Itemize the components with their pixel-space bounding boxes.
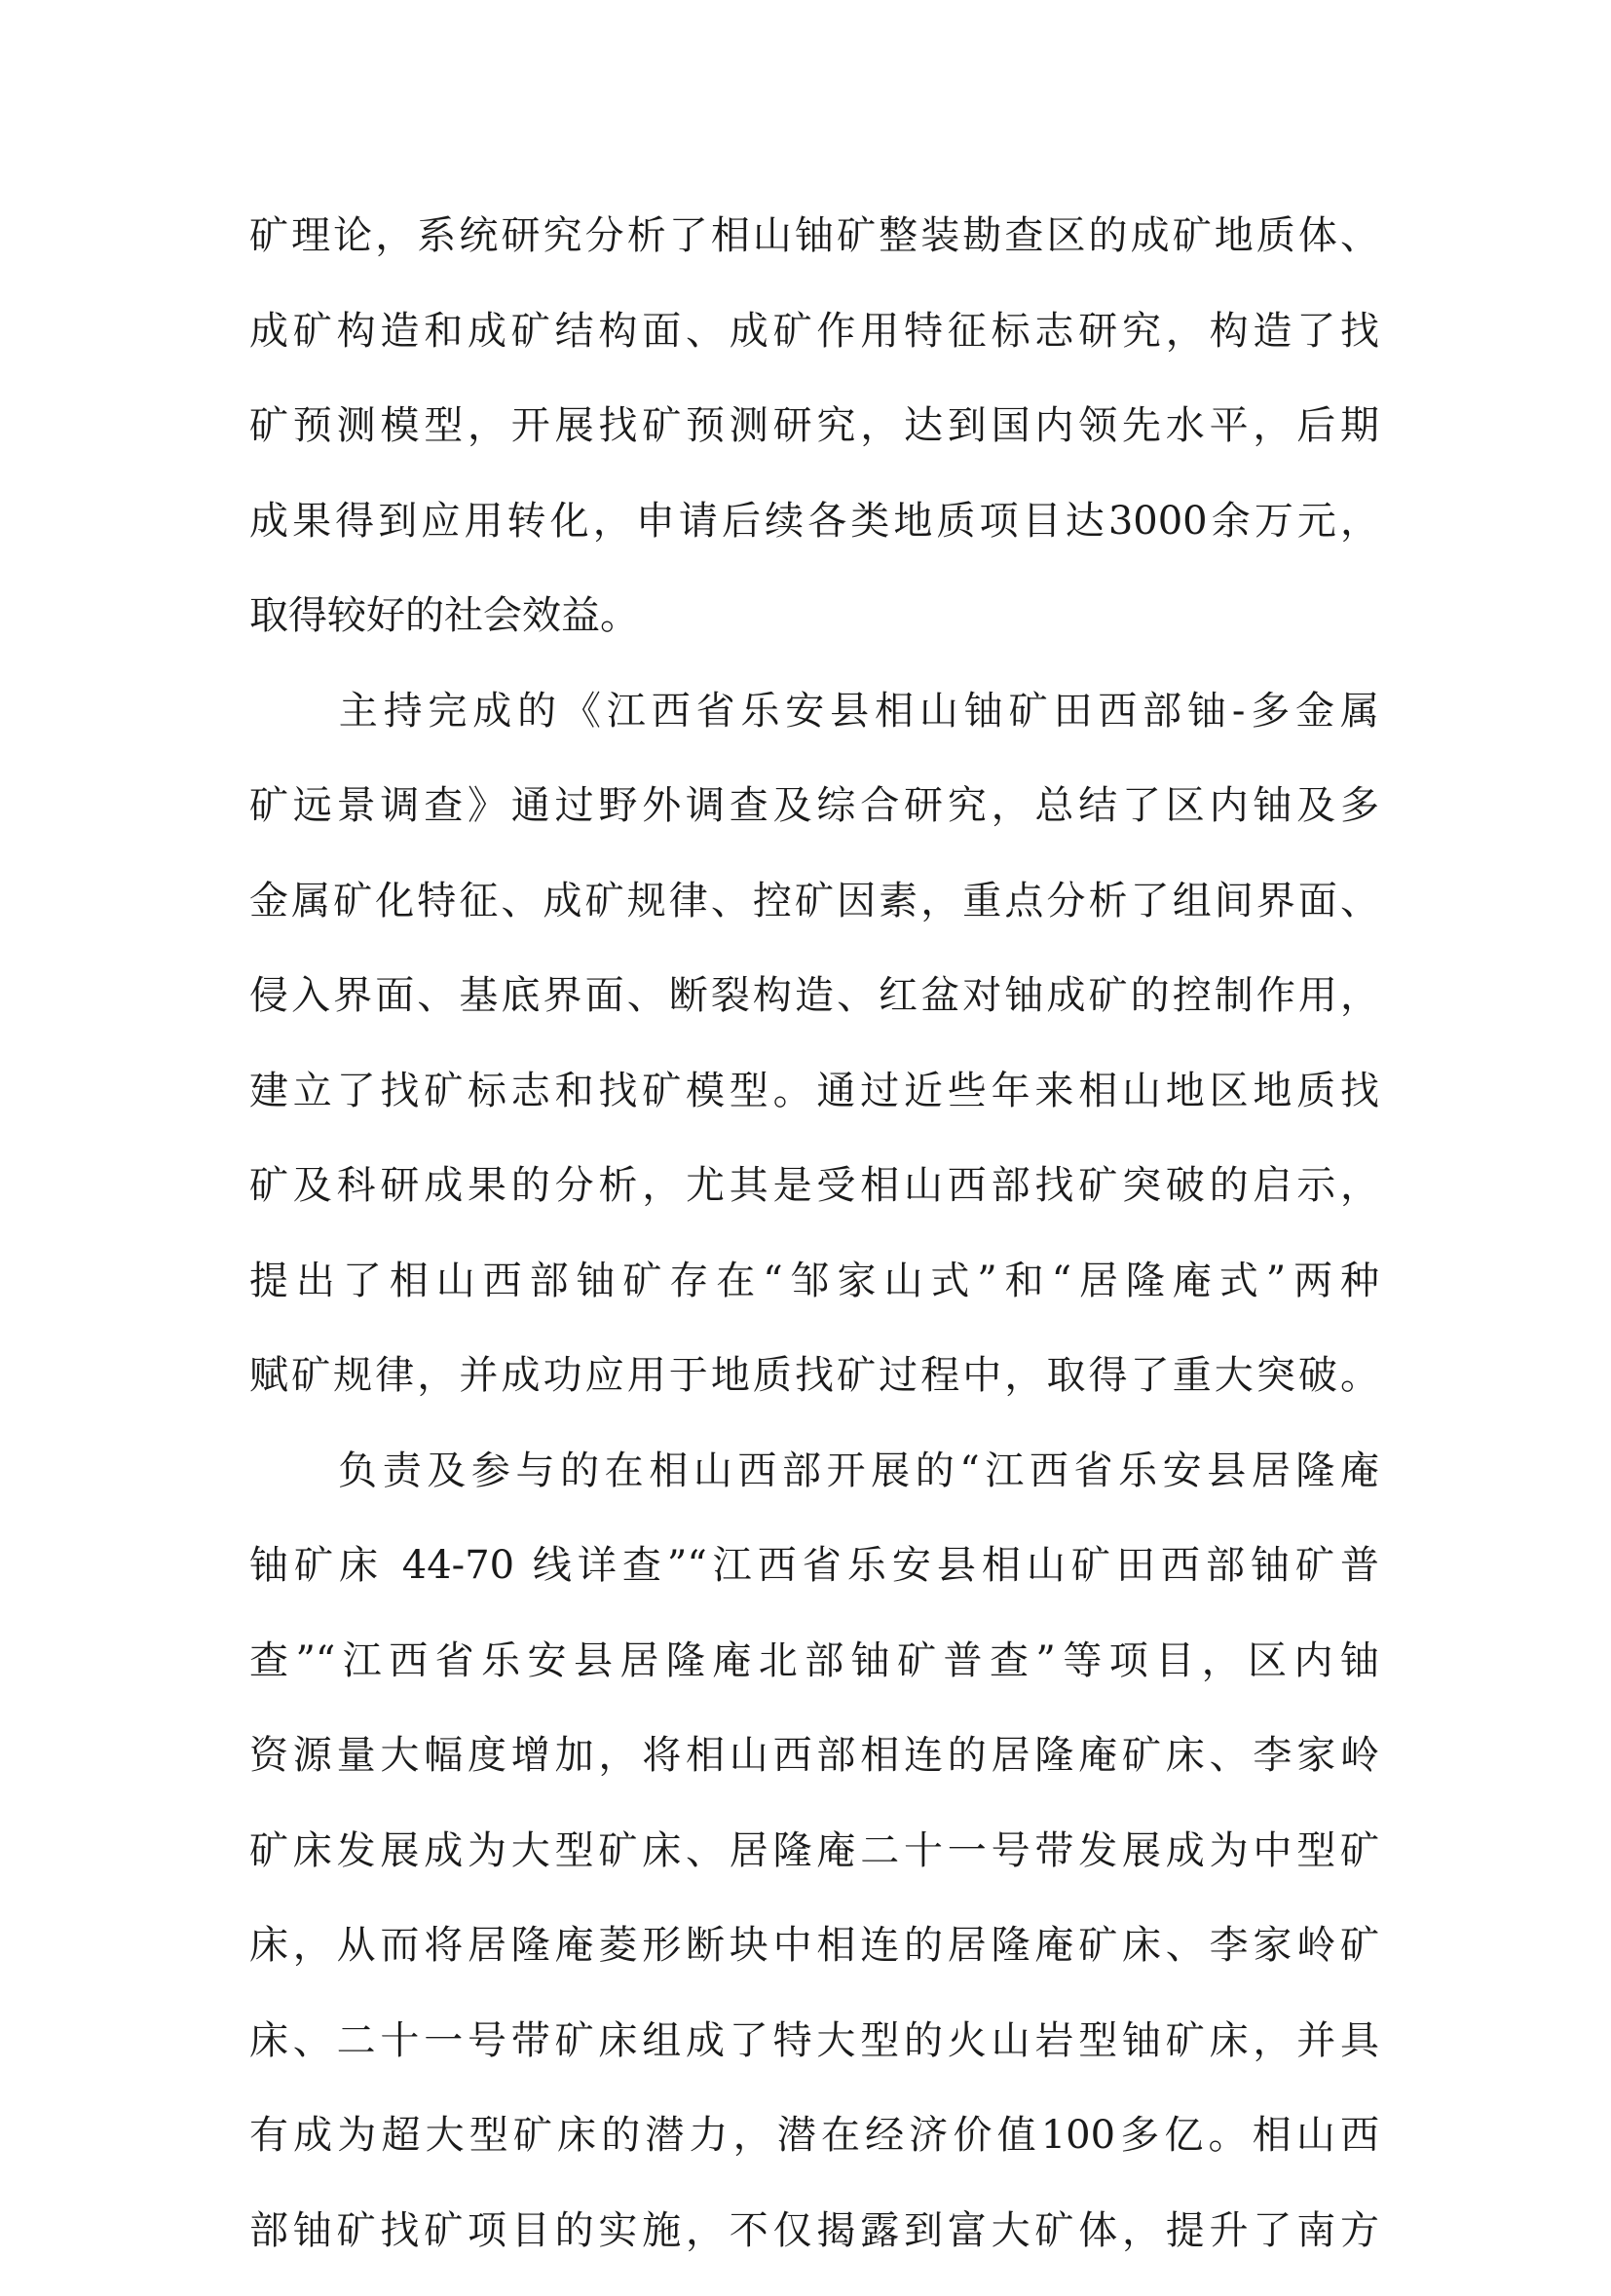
- text-line: 金属矿化特征、成矿规律、控矿因素，重点分析了组间界面、: [249, 872, 1379, 967]
- text-line: 建立了找矿标志和找矿模型。通过近些年来相山地区地质找: [249, 1062, 1379, 1157]
- text-line: 查”“江西省乐安县居隆庵北部铀矿普查”等项目，区内铀: [249, 1632, 1379, 1727]
- text-line: 成果得到应用转化，申请后续各类地质项目达3000余万元，: [249, 492, 1379, 587]
- text-line: 铀矿床 44-70 线详查”“江西省乐安县相山矿田西部铀矿普: [249, 1536, 1379, 1632]
- text-line: 取得较好的社会效益。: [249, 586, 1379, 682]
- text-line: 成矿构造和成矿结构面、成矿作用特征标志研究，构造了找: [249, 302, 1379, 397]
- text-line: 资源量大幅度增加，将相山西部相连的居隆庵矿床、李家岭: [249, 1726, 1379, 1822]
- text-line: 负责及参与的在相山西部开展的“江西省乐安县居隆庵: [249, 1442, 1379, 1537]
- text-line: 床，从而将居隆庵菱形断块中相连的居隆庵矿床、李家岭矿: [249, 1916, 1379, 2012]
- text-line: 侵入界面、基底界面、断裂构造、红盆对铀成矿的控制作用，: [249, 966, 1379, 1062]
- text-line: 矿及科研成果的分析，尤其是受相山西部找矿突破的启示，: [249, 1156, 1379, 1252]
- text-line: 矿理论，系统研究分析了相山铀矿整装勘查区的成矿地质体、: [249, 207, 1379, 302]
- text-line: 提出了相山西部铀矿存在“邹家山式”和“居隆庵式”两种: [249, 1252, 1379, 1347]
- text-line: 矿远景调查》通过野外调查及综合研究，总结了区内铀及多: [249, 776, 1379, 872]
- text-line: 床、二十一号带矿床组成了特大型的火山岩型铀矿床，并具: [249, 2012, 1379, 2107]
- text-line: 有成为超大型矿床的潜力，潜在经济价值100多亿。相山西: [249, 2106, 1379, 2202]
- text-line: 主持完成的《江西省乐安县相山铀矿田西部铀-多金属: [249, 682, 1379, 777]
- text-line: 部铀矿找矿项目的实施，不仅揭露到富大矿体，提升了南方: [249, 2202, 1379, 2296]
- body-text: [249, 207, 1379, 2296]
- text-line: 矿预测模型，开展找矿预测研究，达到国内领先水平，后期: [249, 396, 1379, 492]
- text-line: 矿床发展成为大型矿床、居隆庵二十一号带发展成为中型矿: [249, 1822, 1379, 1917]
- text-line: 赋矿规律，并成功应用于地质找矿过程中，取得了重大突破。: [249, 1346, 1379, 1442]
